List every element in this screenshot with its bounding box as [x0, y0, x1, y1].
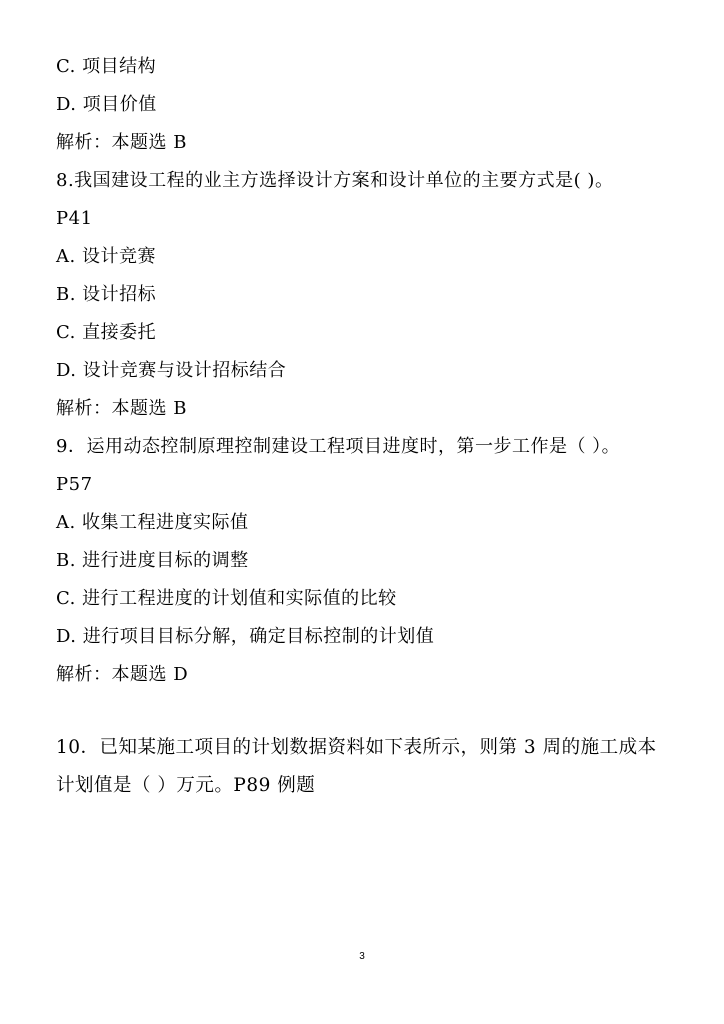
- q8-option-a: A. 设计竞赛: [56, 246, 156, 267]
- q8-answer: 解析：本题选 B: [56, 398, 187, 419]
- q7-answer: 解析：本题选 B: [56, 132, 187, 153]
- q9-option-b: B. 进行进度目标的调整: [56, 550, 249, 571]
- page-number: 3: [359, 951, 365, 962]
- q8-question: 8.我国建设工程的业主方选择设计方案和设计单位的主要方式是( )。: [56, 170, 614, 191]
- q8-option-b: B. 设计招标: [56, 284, 157, 305]
- q7-option-d: D. 项目价值: [56, 94, 157, 115]
- q10-question-line-2: 计划值是（ ）万元。P89 例题: [56, 775, 316, 796]
- q9-option-a: A. 收集工程进度实际值: [56, 512, 249, 533]
- q9-option-d: D. 进行项目目标分解，确定目标控制的计划值: [56, 626, 435, 647]
- q9-answer: 解析：本题选 D: [56, 664, 189, 685]
- q8-page-ref: P41: [56, 208, 93, 229]
- q7-option-c: C. 项目结构: [56, 56, 157, 77]
- q8-option-c: C. 直接委托: [56, 322, 157, 343]
- q9-question: 9．运用动态控制原理控制建设工程项目进度时，第一步工作是（ ）。: [56, 436, 621, 457]
- q8-option-d: D. 设计竞赛与设计招标结合: [56, 360, 287, 381]
- q10-question-line-1: 10．已知某施工项目的计划数据资料如下表所示，则第 3 周的施工成本: [56, 737, 657, 758]
- q9-page-ref: P57: [56, 474, 93, 495]
- q9-option-c: C. 进行工程进度的计划值和实际值的比较: [56, 588, 397, 609]
